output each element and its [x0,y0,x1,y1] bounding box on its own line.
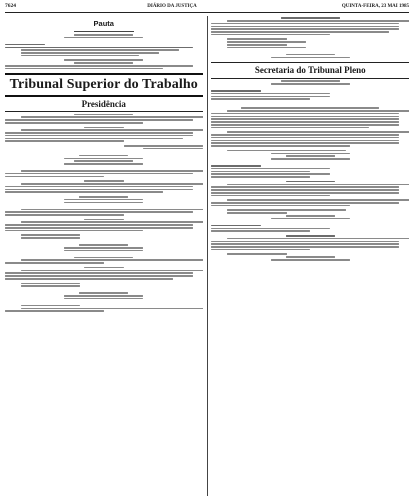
text-line [79,244,128,246]
divider [211,78,409,79]
text-line [211,243,399,245]
text-line [21,183,203,185]
text-line [211,124,399,126]
presidencia-heading: Presidência [81,99,126,110]
decision-paragraph [211,184,409,197]
text-line [211,98,310,100]
despacho-paragraph [211,20,409,36]
text-line [227,150,346,152]
text-line [64,158,143,160]
text-line [64,199,143,201]
text-line [211,96,330,98]
text-line [227,110,409,112]
text-line [124,145,203,147]
text-line [271,218,350,220]
text-line [227,212,286,214]
text-line [74,114,133,116]
text-line [5,65,193,67]
text-line [211,249,310,251]
decision-paragraph [211,199,409,206]
text-line [227,238,409,240]
text-line [5,224,193,226]
right-column [211,16,409,496]
ato-paragraph [5,270,203,280]
text-line [211,31,389,33]
text-line [84,219,124,221]
text-line [211,205,349,207]
text-line [64,59,143,61]
text-line [5,47,193,49]
text-line [64,295,143,297]
divider [5,95,203,97]
text-line [79,196,128,198]
tribunal-heading: Tribunal Superior do Trabalho [9,77,198,93]
text-line [286,235,335,237]
text-line [5,44,45,46]
text-line [227,41,306,43]
text-line [74,257,133,259]
text-line [5,173,193,175]
ato-paragraph [5,183,203,193]
text-line [211,28,399,30]
text-line [271,259,350,261]
text-line [227,209,346,211]
text-line [5,310,104,312]
text-line [227,38,286,40]
text-line [286,181,335,183]
text-line [211,118,399,120]
secretaria-heading: Secretaria do Tribunal Pleno [254,65,366,76]
page-header [5,3,409,12]
two-column-body [5,16,409,496]
column-divider [207,16,208,496]
text-line [227,44,286,46]
text-line [5,272,193,274]
decision-paragraph [211,131,409,147]
text-line [211,189,399,191]
text-line [211,176,310,178]
tribunal-title-block [5,73,203,97]
text-line [5,191,163,193]
divider [5,73,203,75]
text-line [21,234,80,236]
text-line [21,116,203,118]
issue-date: QUINTA-FEIRA, 23 MAI 1985 [341,4,409,9]
text-line [5,230,143,232]
text-line [5,275,193,277]
text-line [21,237,80,239]
text-line [211,195,330,197]
text-line [79,292,128,294]
pauta-heading: Pauta [93,19,114,28]
text-line [64,298,143,300]
divider [211,62,409,63]
decision-paragraph [211,110,409,128]
text-line [21,259,203,261]
text-line [21,308,203,310]
text-line [211,186,399,188]
ato-paragraph [5,129,203,142]
text-line [74,160,133,162]
text-line [211,113,399,115]
text-line [211,90,260,92]
text-line [5,262,104,264]
text-line [211,192,399,194]
text-line [5,68,163,70]
text-line [5,227,193,229]
text-line [211,121,399,123]
text-line [211,137,399,139]
text-line [5,140,124,142]
text-line [64,247,143,249]
text-line [211,173,330,175]
text-line [79,155,128,157]
text-line [241,107,379,109]
text-line [227,20,409,22]
text-line [5,119,193,121]
text-line [211,230,310,232]
text-line [227,199,409,201]
divider [74,31,134,32]
text-line [211,246,399,248]
text-line [211,116,399,118]
text-line [227,47,306,49]
text-line [281,80,340,82]
text-line [21,49,179,51]
text-line [5,135,193,137]
process-entry [211,225,409,232]
ato-paragraph [5,209,203,216]
text-line [211,127,369,129]
text-line [5,122,143,124]
text-line [21,52,159,54]
decision-paragraph [211,238,409,251]
text-line [64,37,143,39]
text-line [21,170,203,172]
text-line [5,211,193,213]
text-line [271,153,350,155]
ato-paragraph [5,116,203,123]
text-line [227,131,409,133]
text-line [5,189,193,191]
text-line [5,278,173,280]
text-line [281,17,340,19]
text-line [286,155,335,157]
text-line [21,209,203,211]
text-line [5,186,193,188]
text-line [211,23,399,25]
text-line [211,140,399,142]
text-line [286,256,335,258]
text-line [21,305,80,307]
text-line [21,221,203,223]
text-line [84,127,124,129]
text-line [211,241,399,243]
text-line [211,165,260,167]
text-line [5,132,193,134]
text-line [74,34,133,36]
text-line [211,134,399,136]
process-entry [211,90,409,100]
text-line [211,145,349,147]
text-line [5,214,124,216]
text-line [5,176,104,178]
text-line [211,225,260,227]
divider [5,111,203,112]
ato-paragraph [5,221,203,231]
text-line [227,184,409,186]
text-line [271,158,350,160]
text-line [271,57,350,59]
text-line [271,83,350,85]
text-line [21,129,203,131]
text-line [64,250,143,252]
text-line [64,202,143,204]
text-line [286,215,335,217]
header-rule [5,12,409,13]
text-line [21,55,140,57]
page-number: 7624 [5,3,16,9]
text-line [211,93,330,95]
pauta-entry [5,44,203,57]
text-line [5,138,183,140]
text-line [211,171,310,173]
ato-paragraph [5,259,203,263]
text-line [21,283,80,285]
text-line [211,202,399,204]
text-line [84,267,124,269]
text-line [21,285,80,287]
left-column [5,16,203,496]
text-line [286,54,335,56]
text-line [84,180,124,182]
text-line [64,163,143,165]
text-line [211,142,399,144]
text-line [211,34,330,36]
text-line [74,62,133,64]
text-line [21,270,203,272]
text-line [211,228,330,230]
text-line [143,148,202,150]
journal-name: DIÁRIO DA JUSTIÇA [147,4,197,9]
text-line [211,26,399,28]
process-entry [211,165,409,178]
text-line [211,168,330,170]
ato-paragraph [5,170,203,177]
text-line [227,253,286,255]
